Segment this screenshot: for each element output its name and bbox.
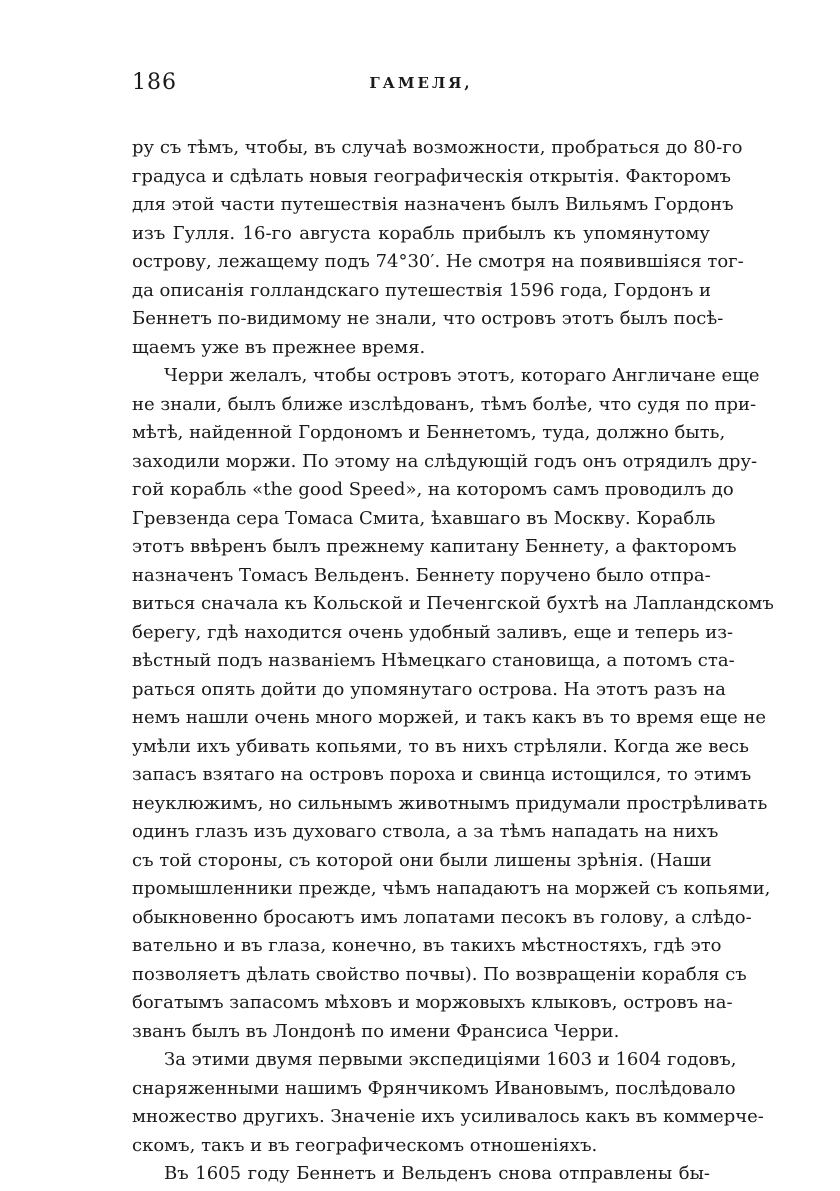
text-line: раться опять дойти до упомянутаго острова. На этотъ разъ на [132, 678, 726, 700]
text-line: промышленники прежде, чѣмъ нападаютъ на моржей съ копьями, [132, 878, 771, 899]
text-line: заходили моржи. По этому на слѣдующій годъ онъ отрядилъ дру- [132, 450, 758, 472]
text-line: Гревзенда сера Томаса Смита, ѣхавшаго въ Москву. Корабль [132, 507, 716, 529]
paragraph-1 [132, 134, 744, 362]
text-line: виться сначала къ Кольской и Печенгской бухтѣ на Лапландскомъ [132, 593, 774, 614]
text-line: обыкновенно бросаютъ имъ лопатами песокъ въ голову, а слѣдо- [132, 906, 752, 928]
page-number: 186 [132, 70, 177, 95]
text-line: острову, лежащему подъ 74°30′. Не смотря на появившіяся тог- [132, 251, 744, 272]
text-line: вѣстный подъ названіемъ Нѣмецкаго становища, а потомъ ста- [132, 650, 735, 671]
text-line: снаряженными нашимъ Фрянчикомъ Ивановымъ, послѣдовало [132, 1077, 736, 1099]
running-head [132, 70, 710, 110]
text-line: ру съ тѣмъ, чтобы, въ случаѣ возможности, пробраться до 80-го [132, 137, 743, 158]
text-line: мѣтѣ, найденной Гордономъ и Беннетомъ, туда, должно быть, [132, 422, 726, 443]
text-line: назначенъ Томасъ Вельденъ. Беннету поручено было отпра- [132, 564, 711, 586]
text-line: званъ былъ въ Лондонѣ по имени Франсиса Черри. [132, 1020, 620, 1042]
text-line: берегу, гдѣ находится очень удобный заливъ, еще и теперь из- [132, 621, 734, 643]
text-line: да описанія голландскаго путешествія 1596 года, Гордонъ и [132, 279, 712, 301]
text-line: не знали, былъ ближе изслѣдованъ, тѣмъ болѣе, что судя по при- [132, 393, 757, 415]
text-line: гой корабль «the good Speed», на которомъ самъ проводилъ до [132, 479, 734, 500]
text-line: градуса и сдѣлать новыя географическія открытія. Факторомъ [132, 165, 731, 187]
paragraph-3 [132, 1046, 764, 1160]
paragraph-4 [132, 1160, 710, 1189]
paragraph-2 [132, 362, 774, 1046]
text-line: изъ Гулля. 16-го августа корабль прибылъ къ упомянутому [132, 222, 710, 244]
text-line: Въ 1605 году Беннетъ и Вельденъ снова отправлены бы- [164, 1163, 710, 1184]
book-page [132, 70, 774, 1189]
text-line: скомъ, такъ и въ географическомъ отношеніяхъ. [132, 1134, 598, 1156]
body-text [132, 134, 774, 1189]
text-line: щаемъ уже въ прежнее время. [132, 336, 426, 358]
text-line: За этими двумя первыми экспедиціями 1603 и 1604 годовъ, [164, 1049, 737, 1070]
text-line: Беннетъ по-видимому не знали, что островъ этотъ былъ посѣ- [132, 308, 724, 329]
text-line: съ той стороны, съ которой они были лишены зрѣнія. (Наши [132, 849, 712, 871]
text-line: для этой части путешествія назначенъ былъ Вильямъ Гордонъ [132, 194, 734, 215]
text-line: Черри желалъ, чтобы островъ этотъ, котораго Англичане еще [164, 365, 760, 386]
text-line: вательно и въ глаза, конечно, въ такихъ мѣстностяхъ, гдѣ это [132, 935, 722, 956]
text-line: неуклюжимъ, но сильнымъ животнымъ придумали прострѣливать [132, 792, 768, 814]
text-line: запасъ взятаго на островъ пороха и свинца истощился, то этимъ [132, 764, 752, 785]
text-line: множество другихъ. Значеніе ихъ усиливалось какъ въ коммерче- [132, 1106, 764, 1127]
text-line: немъ нашли очень много моржей, и такъ какъ въ то время еще не [132, 707, 767, 728]
text-line: этотъ ввѣренъ былъ прежнему капитану Беннету, а факторомъ [132, 536, 737, 557]
text-line: умѣли ихъ убивать копьями, то въ нихъ стрѣляли. Когда же весь [132, 735, 749, 757]
text-line: богатымъ запасомъ мѣховъ и моржовыхъ клыковъ, островъ на- [132, 992, 733, 1013]
text-line: одинъ глазъ изъ духоваго ствола, а за тѣмъ нападать на нихъ [132, 821, 719, 842]
text-line: позволяетъ дѣлать свойство почвы). По возвращеніи корабля съ [132, 963, 747, 985]
running-title: ГАМЕЛЯ, [369, 74, 473, 92]
